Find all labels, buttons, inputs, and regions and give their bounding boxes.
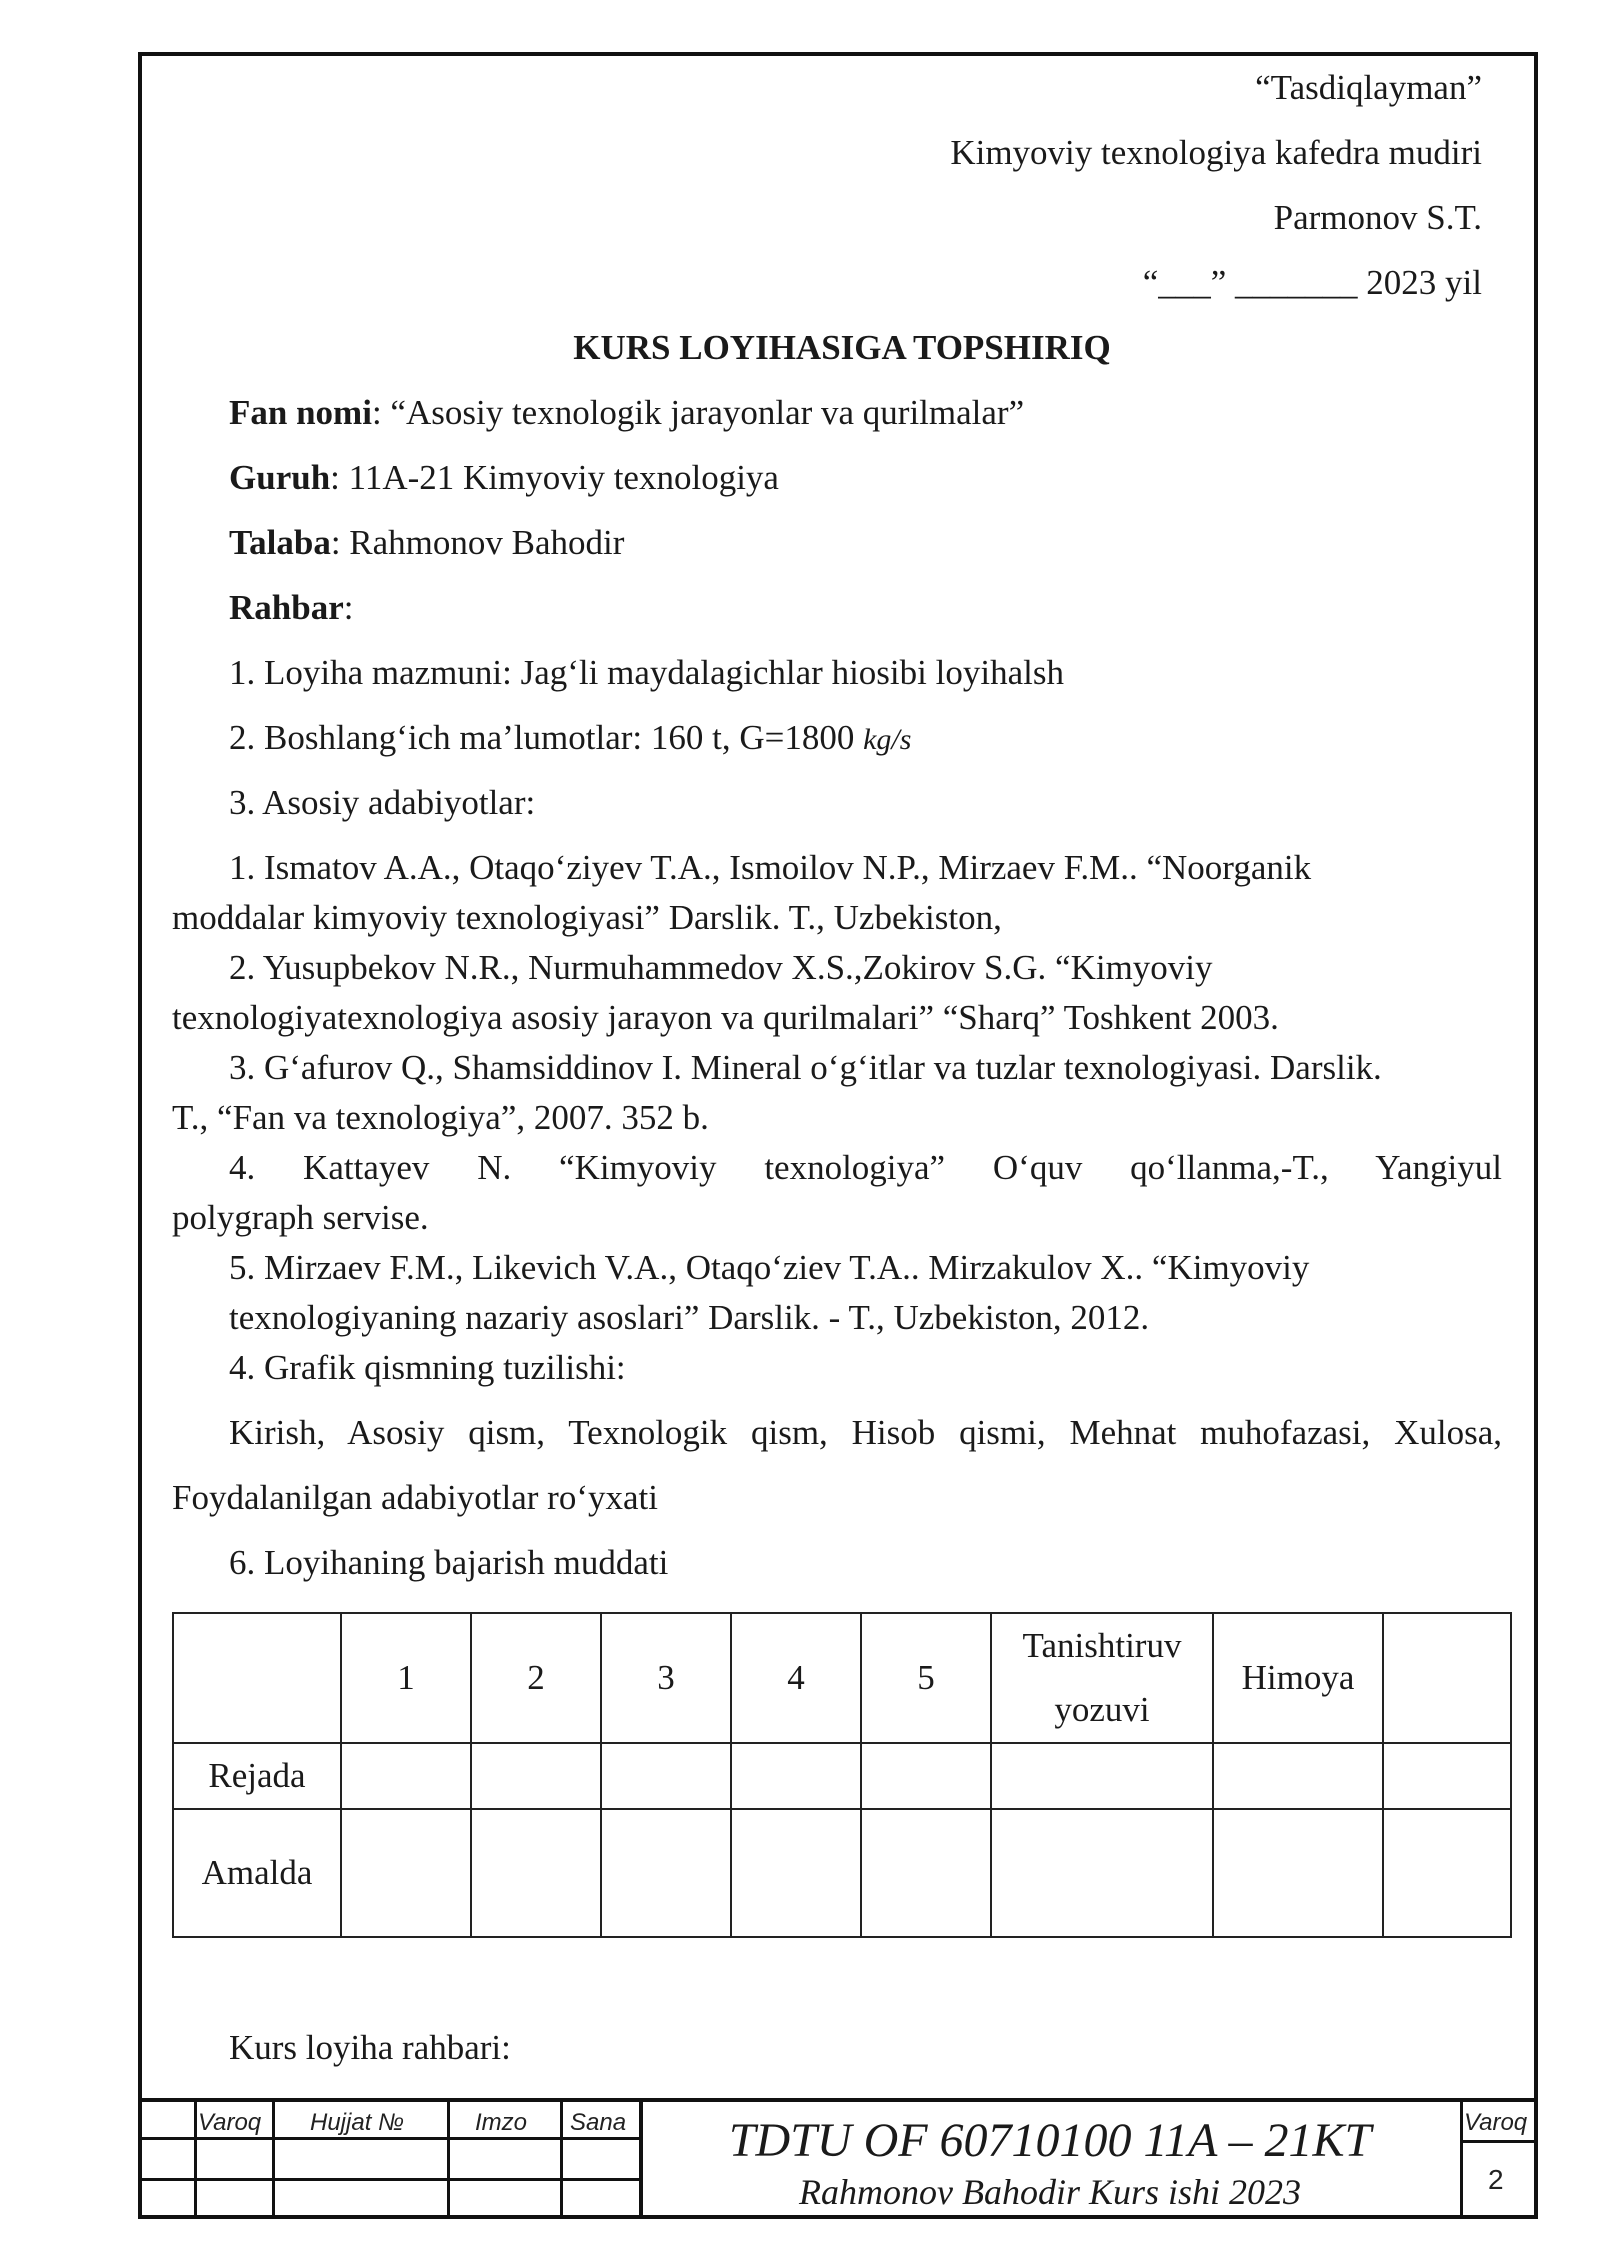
- literature-item-4: 4. Kattayev N. “Kimyoviy texnologiya” O‘quv qo‘llanma,-T., Yangiyul: [229, 1148, 1502, 1187]
- subject-line: [229, 393, 1024, 433]
- literature-item-1: 1. Ismatov A.A., Otaqo‘ziyev T.A., Ismoilov N.P., Mirzaev F.M.. “Noorganik: [229, 848, 1312, 887]
- stamp-sheet-label: Varoq: [1464, 2109, 1528, 2136]
- schedule-row-planned: [173, 1743, 1511, 1809]
- schedule-heading: 6. Loyihaning bajarish muddati: [229, 1543, 669, 1582]
- leader-value: :: [343, 588, 354, 627]
- document-code: TDTU OF 60710100 11A – 21KT: [728, 2114, 1372, 2167]
- schedule-cell: [1213, 1743, 1383, 1809]
- supervisor-signature-label: Kurs loyiha rahbari:: [229, 2028, 511, 2067]
- schedule-cell: [991, 1743, 1213, 1809]
- graphic-heading: 4. Grafik qismning tuzilishi:: [229, 1348, 626, 1387]
- approval-date: “___” _______ 2023 yil: [1142, 263, 1482, 302]
- stamp-divider: [447, 2098, 450, 2219]
- leader-label: Rahbar: [229, 588, 344, 627]
- schedule-cell: [861, 1809, 991, 1937]
- group-label: Guruh: [229, 458, 331, 497]
- literature-item-3: 3. G‘afurov Q., Shamsiddinov I. Mineral o‘g‘itlar va tuzlar texnologiyasi. Darslik.: [229, 1048, 1382, 1087]
- schedule-table: [172, 1612, 1512, 1938]
- schedule-cell: [991, 1809, 1213, 1937]
- schedule-col-extra: [1383, 1613, 1511, 1743]
- schedule-col-5: 5: [861, 1613, 991, 1743]
- stamp-divider: [194, 2098, 197, 2219]
- schedule-col-defense: Himoya: [1213, 1613, 1383, 1743]
- schedule-row-actual: [173, 1809, 1511, 1937]
- schedule-cell: [1383, 1743, 1511, 1809]
- stamp-divider: [138, 2178, 642, 2181]
- approval-heading: “Tasdiqlayman”: [1255, 68, 1482, 107]
- approval-name: Parmonov S.T.: [1273, 198, 1482, 237]
- stamp-divider: [1460, 2098, 1463, 2219]
- literature-item-4-cont: polygraph servise.: [172, 1198, 429, 1237]
- stamp-divider: [1460, 2140, 1538, 2143]
- group-value: : 11A-21 Kimyoviy texnologiya: [330, 458, 779, 497]
- schedule-row-label: Amalda: [173, 1809, 341, 1937]
- graphic-parts-cont: Foydalanilgan adabiyotlar ro‘yxati: [172, 1478, 658, 1517]
- stamp-divider: [560, 2098, 563, 2219]
- literature-item-2: 2. Yusupbekov N.R., Nurmuhammedov X.S.,Zokirov S.G. “Kimyoviy: [229, 948, 1213, 987]
- leader-line: [229, 588, 353, 628]
- schedule-cell: [471, 1743, 601, 1809]
- schedule-row-label: Rejada: [173, 1743, 341, 1809]
- project-content: 1. Loyiha mazmuni: Jag‘li maydalagichlar hiosibi loyihalsh: [229, 653, 1064, 692]
- stamp-sheet-number: 2: [1488, 2164, 1504, 2195]
- group-line: [229, 458, 779, 498]
- student-value: : Rahmonov Bahodir: [330, 523, 625, 562]
- literature-item-2-cont: texnologiyatexnologiya asosiy jarayon va qurilmalari” “Sharq” Toshkent 2003.: [172, 998, 1279, 1037]
- schedule-corner: [173, 1613, 341, 1743]
- document-subtitle: Rahmonov Bahodir Kurs ishi 2023: [798, 2172, 1301, 2212]
- stamp-divider: [138, 2137, 642, 2140]
- schedule-cell: [731, 1743, 861, 1809]
- schedule-cell: [471, 1809, 601, 1937]
- schedule-col-4: 4: [731, 1613, 861, 1743]
- graphic-parts: Kirish, Asosiy qism, Texnologik qism, Hisob qismi, Mehnat muhofazasi, Xulosa,: [229, 1413, 1502, 1452]
- schedule-cell: [341, 1743, 471, 1809]
- schedule-cell: [1213, 1809, 1383, 1937]
- schedule-cell: [731, 1809, 861, 1937]
- student-line: [229, 523, 624, 563]
- stamp-col-sign: Imzo: [475, 2109, 528, 2136]
- schedule-col-3: 3: [601, 1613, 731, 1743]
- approval-position: Kimyoviy texnologiya kafedra mudiri: [950, 133, 1482, 172]
- schedule-cell: [861, 1743, 991, 1809]
- literature-item-5-cont: texnologiyaning nazariy asoslari” Darslik. - T., Uzbekiston, 2012.: [229, 1298, 1150, 1337]
- stamp-col-doc: Hujjat №: [310, 2109, 405, 2136]
- schedule-cell: [601, 1809, 731, 1937]
- initial-data: [229, 718, 911, 758]
- literature-item-1-cont: moddalar kimyoviy texnologiyasi” Darslik. T., Uzbekiston,: [172, 898, 1002, 937]
- schedule-cell: [601, 1743, 731, 1809]
- stamp-col-date: Sana: [570, 2109, 627, 2136]
- stamp-divider: [272, 2098, 275, 2219]
- schedule-header-row: [173, 1613, 1511, 1743]
- schedule-col-2: 2: [471, 1613, 601, 1743]
- schedule-col-presentation: Tanishtiruv yozuvi: [991, 1613, 1213, 1743]
- schedule-cell: [1383, 1809, 1511, 1937]
- literature-heading: 3. Asosiy adabiyotlar:: [229, 783, 536, 822]
- stamp-col-sheet: Varoq: [198, 2109, 262, 2136]
- schedule-cell: [341, 1809, 471, 1937]
- page-title: KURS LOYIHASIGA TOPSHIRIQ: [573, 328, 1111, 367]
- subject-value: : “Asosiy texnologik jarayonlar va qurilmalar”: [371, 393, 1025, 432]
- initial-data-text: 2. Boshlang‘ich ma’lumotlar: 160 t, G=1800: [229, 718, 864, 757]
- subject-label: Fan nomi: [229, 393, 372, 432]
- initial-data-unit: kg/s: [863, 723, 912, 756]
- schedule-col-1: 1: [341, 1613, 471, 1743]
- literature-item-5: 5. Mirzaev F.M., Likevich V.A., Otaqo‘ziev T.A.. Mirzakulov X.. “Kimyoviy: [229, 1248, 1310, 1287]
- student-label: Talaba: [229, 523, 331, 562]
- literature-item-3-cont: T., “Fan va texnologiya”, 2007. 352 b.: [172, 1098, 709, 1137]
